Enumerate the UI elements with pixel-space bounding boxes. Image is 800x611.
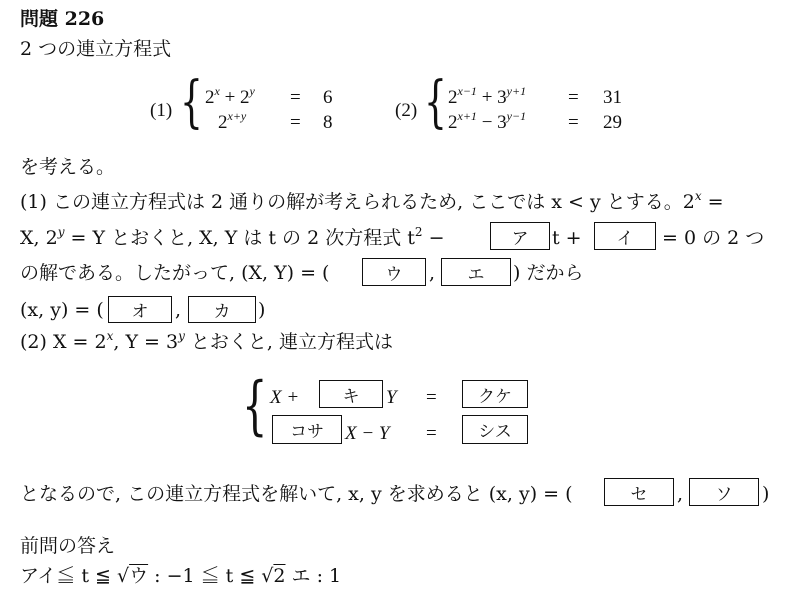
part1-line2-start: X, $2^y = Y$ とおくと, X, Y は t の 2 次方程式 $t^2$ −	[20, 225, 445, 249]
system-3-eq2-rest: X − Y	[345, 423, 390, 444]
system-2-eq1-equals: =	[568, 87, 579, 108]
answer-box-i[interactable]: イ	[594, 222, 656, 250]
system-1-eq2-rhs: 8	[323, 112, 333, 133]
left-brace-3: {	[242, 369, 268, 443]
answer-box-e[interactable]: エ	[441, 258, 511, 286]
final-text: となるので, この連立方程式を解いて, x, y を求めると (x, y) = (	[20, 483, 573, 505]
part1-line4-start: (x, y) = (	[20, 299, 104, 321]
system-3-eq1-equals: =	[426, 387, 437, 408]
part1-line4-comma: ,	[175, 299, 182, 321]
answer-box-shisu[interactable]: シス	[462, 415, 528, 444]
part1-line1: (1) この連立方程式は 2 通りの解が考えられるため, ここでは x < y とする。$2^x$ =	[20, 189, 724, 213]
system-2-eq2-rhs: 29	[603, 112, 622, 133]
answer-box-so[interactable]: ソ	[689, 478, 759, 506]
system-3-eq1-start: X +	[270, 387, 300, 408]
intro-text: 2 つの連立方程式	[20, 38, 172, 60]
system-2-eq2: $2^{x+1} - 3^{y-1}$	[448, 109, 527, 133]
part1-line3-start: の解である。したがって, (X, Y) = (	[20, 262, 330, 284]
part1-line2-end: = 0 の 2 つ	[662, 227, 765, 249]
answer-box-se[interactable]: セ	[604, 478, 674, 506]
system-1-eq1: $2^x + 2^y$	[205, 84, 255, 108]
part2-line1: (2) $X = 2^x$, $Y = 3^y$ とおくと, 連立方程式は	[20, 329, 393, 353]
answer-box-ki[interactable]: キ	[319, 380, 383, 408]
system-1-eq2: $2^{x+y}$	[218, 109, 247, 133]
system-2-eq1: $2^{x-1} + 3^{y+1}$	[448, 84, 527, 108]
system-2-eq2-equals: =	[568, 112, 579, 133]
final-close: )	[762, 483, 770, 505]
answer-box-o[interactable]: オ	[108, 296, 172, 323]
left-brace-1: {	[180, 71, 203, 135]
system-3-eq2-equals: =	[426, 423, 437, 444]
system-2-label: (2)	[395, 100, 418, 121]
part1-line2-mid: t +	[552, 227, 582, 249]
consider-text: を考える。	[20, 156, 116, 178]
part1-line3-end: ) だから	[513, 262, 584, 284]
system-1-eq1-rhs: 6	[323, 87, 333, 108]
answer-box-kuke[interactable]: クケ	[462, 380, 528, 408]
problem-title: 問題 226	[20, 8, 105, 30]
system-1-label: (1)	[150, 100, 173, 121]
system-3-eq1-y: Y	[386, 387, 397, 408]
part1-line3-comma: ,	[429, 262, 436, 284]
previous-answers-line: アイ≦ t ≦ √ウ : −1 ≦ t ≦ √2 エ : 1	[20, 565, 342, 587]
part1-line4-end: )	[258, 299, 266, 321]
previous-answers-heading: 前問の答え	[20, 535, 116, 557]
system-1-eq2-equals: =	[290, 112, 301, 133]
answer-box-ka[interactable]: カ	[188, 296, 256, 323]
system-1-eq1-equals: =	[290, 87, 301, 108]
answer-box-a[interactable]: ア	[490, 222, 550, 250]
final-comma: ,	[677, 483, 684, 505]
answer-box-kosa[interactable]: コサ	[272, 415, 342, 444]
answer-box-u[interactable]: ウ	[362, 258, 426, 286]
system-2-eq1-rhs: 31	[603, 87, 622, 108]
left-brace-2: {	[424, 71, 447, 135]
